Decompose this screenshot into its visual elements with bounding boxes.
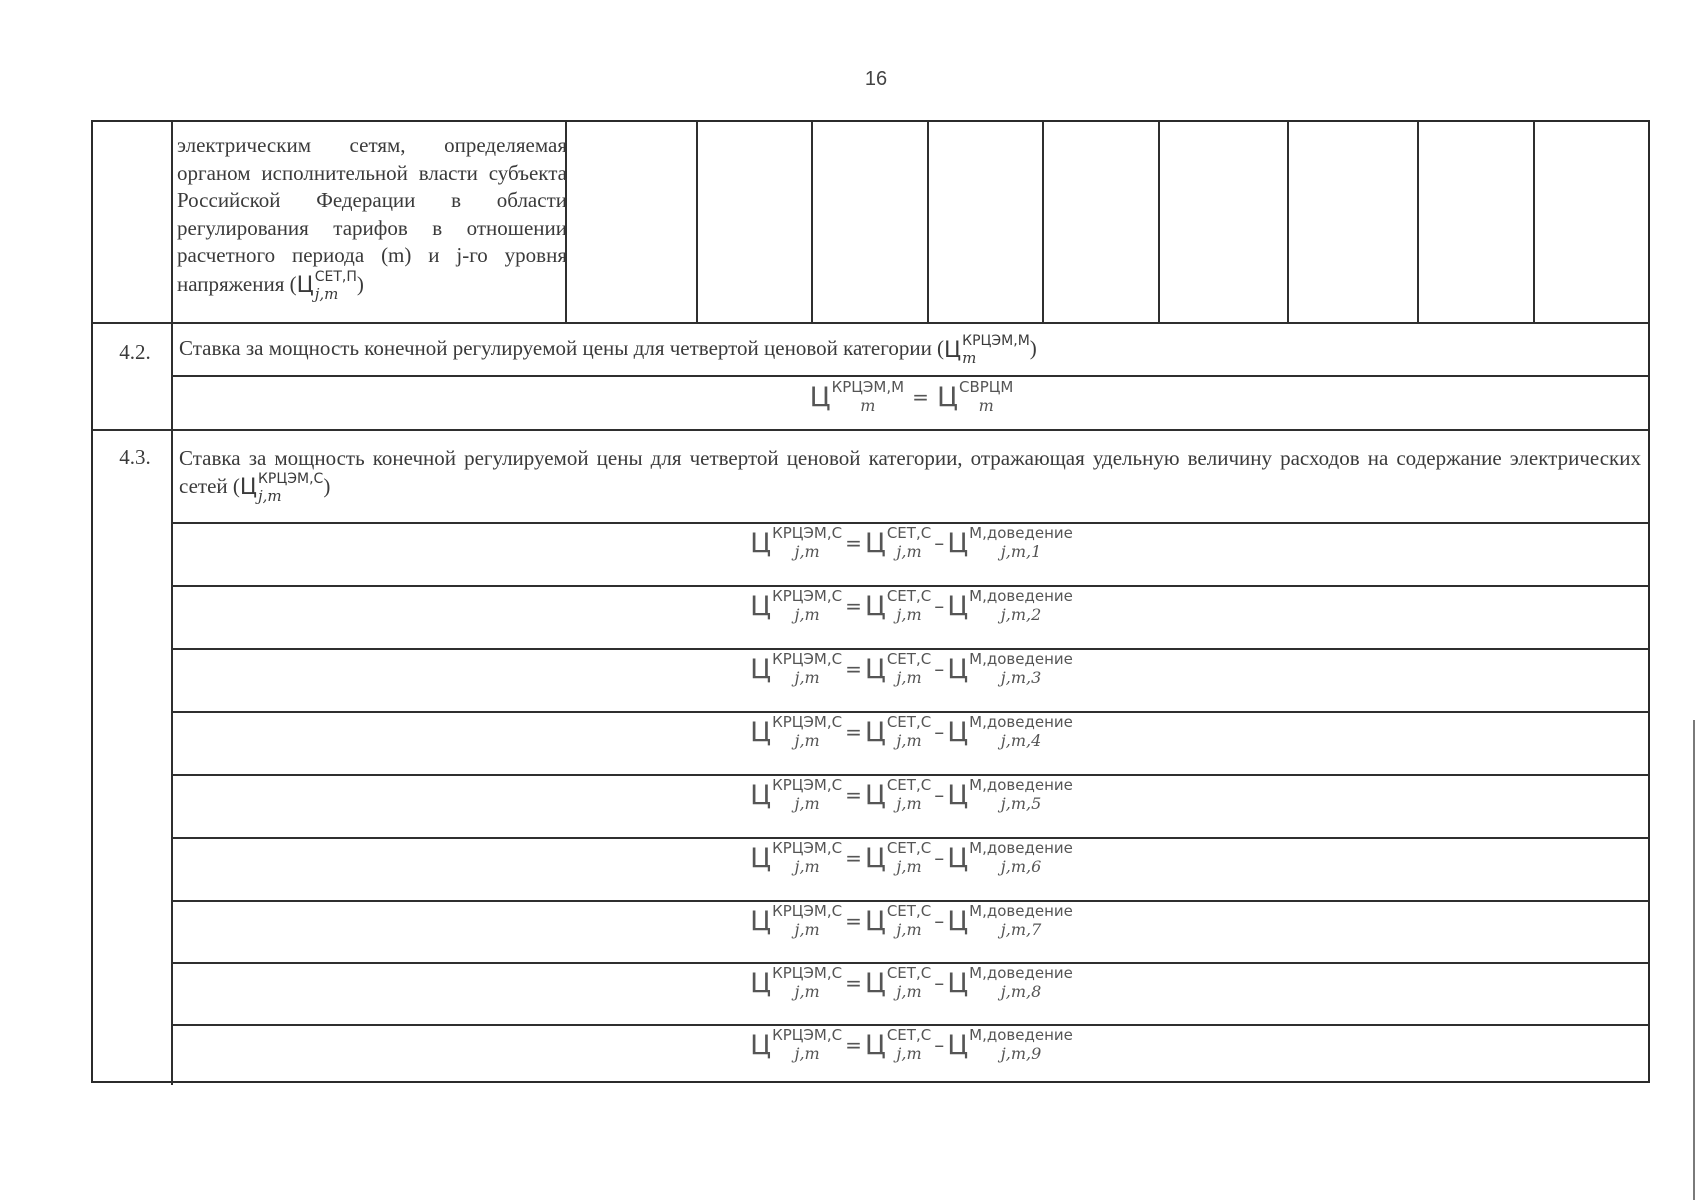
formula-term-a: Ц СЕТ,С j,m (864, 1026, 932, 1063)
formula-term-b: Ц М,доведение j,m,6 (947, 839, 1073, 876)
minus-sign: – (934, 531, 945, 555)
formula-term-a: Ц СЕТ,С j,m (864, 713, 932, 750)
formula-row (175, 841, 1648, 875)
formula-term-b: Ц М,доведение j,m,5 (947, 776, 1073, 813)
column-divider (696, 122, 698, 322)
minus-sign: – (934, 971, 945, 995)
formula-term-b: Ц М,доведение j,m,1 (947, 524, 1073, 561)
minus-sign: – (934, 1033, 945, 1057)
minus-sign: – (934, 594, 945, 618)
column-divider (811, 122, 813, 322)
equals-sign: = (845, 657, 862, 681)
formula-lhs: Ц КРЦЭМ,С j,m (750, 1026, 843, 1063)
column-divider (1158, 122, 1160, 322)
row-continuation-description: электрическим сетям, определяемая органом исполнительной власти субъекта Российской Федерации в области регулирования тарифов в отношении расчетного периода (m) и j-го уровня напряжения (Ц СЕТ,П j,m ) (177, 133, 567, 303)
column-divider (1287, 122, 1289, 322)
formula-term-a: Ц СЕТ,С j,m (864, 524, 932, 561)
formula-lhs: Ц КРЦЭМ,С j,m (750, 776, 843, 813)
inline-formula: Ц СЕТ,П j,m (296, 268, 357, 303)
formula-row (175, 652, 1648, 686)
minus-sign: – (934, 909, 945, 933)
formula-term-a: Ц СЕТ,С j,m (864, 650, 932, 687)
formula-row (175, 1028, 1648, 1062)
page-edge-shadow (1693, 720, 1695, 1200)
minus-sign: – (934, 846, 945, 870)
page-number: 16 (864, 68, 888, 90)
formula-row (175, 526, 1648, 560)
formula-term-a: Ц СЕТ,С j,m (864, 776, 932, 813)
minus-sign: – (934, 657, 945, 681)
equals-sign: = (845, 594, 862, 618)
formula-row (175, 589, 1648, 623)
formula-row (175, 904, 1648, 938)
formula-lhs: Ц КРЦЭМ,С j,m (750, 524, 843, 561)
formula-row (175, 778, 1648, 812)
row-divider (93, 429, 1648, 431)
formula-term-a: Ц СЕТ,С j,m (864, 839, 932, 876)
formula-term-b: Ц М,доведение j,m,7 (947, 902, 1073, 939)
equals-sign: = (845, 531, 862, 555)
tariff-table (91, 120, 1650, 1083)
formula-term-b: Ц М,доведение j,m,9 (947, 1026, 1073, 1063)
column-divider (1417, 122, 1419, 322)
column-divider (171, 122, 173, 1085)
equals-sign: = (845, 971, 862, 995)
formula-4-2: Ц КРЦЭМ,М m = Ц СВРЦМ m (809, 378, 1014, 415)
minus-sign: – (934, 783, 945, 807)
formula-term-a: Ц СЕТ,С j,m (864, 587, 932, 624)
equals-sign: = (845, 846, 862, 870)
section-number-4-2: 4.2. (119, 340, 151, 364)
equals-sign: = (845, 720, 862, 744)
equals-sign: = (845, 909, 862, 933)
description-text: электрическим сетям, определяемая органом исполнительной власти субъекта Российской Федерации в области регулирования тарифов в отношении расчетного периода (m) и j-го уровня напряжения ( (177, 133, 567, 296)
formula-row (175, 966, 1648, 1000)
formula-lhs: Ц КРЦЭМ,С j,m (750, 839, 843, 876)
formula-term-b: Ц М,доведение j,m,4 (947, 713, 1073, 750)
formula-term-b: Ц М,доведение j,m,3 (947, 650, 1073, 687)
column-divider (927, 122, 929, 322)
column-divider (1533, 122, 1535, 322)
formula-term-a: Ц СЕТ,С j,m (864, 964, 932, 1001)
equals-sign: = (845, 783, 862, 807)
formula-lhs: Ц КРЦЭМ,С j,m (750, 650, 843, 687)
section-4-2-text: Ставка за мощность конечной регулируемой цены для четвертой ценовой категории (Ц КРЦЭМ,М m ) (179, 333, 1037, 367)
formula-lhs: Ц КРЦЭМ,С j,m (750, 902, 843, 939)
formula-lhs: Ц КРЦЭМ,С j,m (750, 713, 843, 750)
formula-lhs: Ц КРЦЭМ,С j,m (750, 587, 843, 624)
equals-sign: = (845, 1033, 862, 1057)
column-divider (1042, 122, 1044, 322)
formula-lhs: Ц КРЦЭМ,С j,m (750, 964, 843, 1001)
formula-term-b: Ц М,доведение j,m,8 (947, 964, 1073, 1001)
section-number-4-3: 4.3. (119, 445, 151, 469)
row-divider (171, 375, 1648, 377)
formula-term-b: Ц М,доведение j,m,2 (947, 587, 1073, 624)
formula-row (175, 715, 1648, 749)
formula-term-a: Ц СЕТ,С j,m (864, 902, 932, 939)
minus-sign: – (934, 720, 945, 744)
section-4-3-text: Ставка за мощность конечной регулируемой цены для четвертой ценовой категории, отражающая удельную величину расходов на содержание электрических сетей (Ц КРЦЭМ,С j,m ) (179, 446, 1641, 506)
row-divider (93, 322, 1648, 324)
